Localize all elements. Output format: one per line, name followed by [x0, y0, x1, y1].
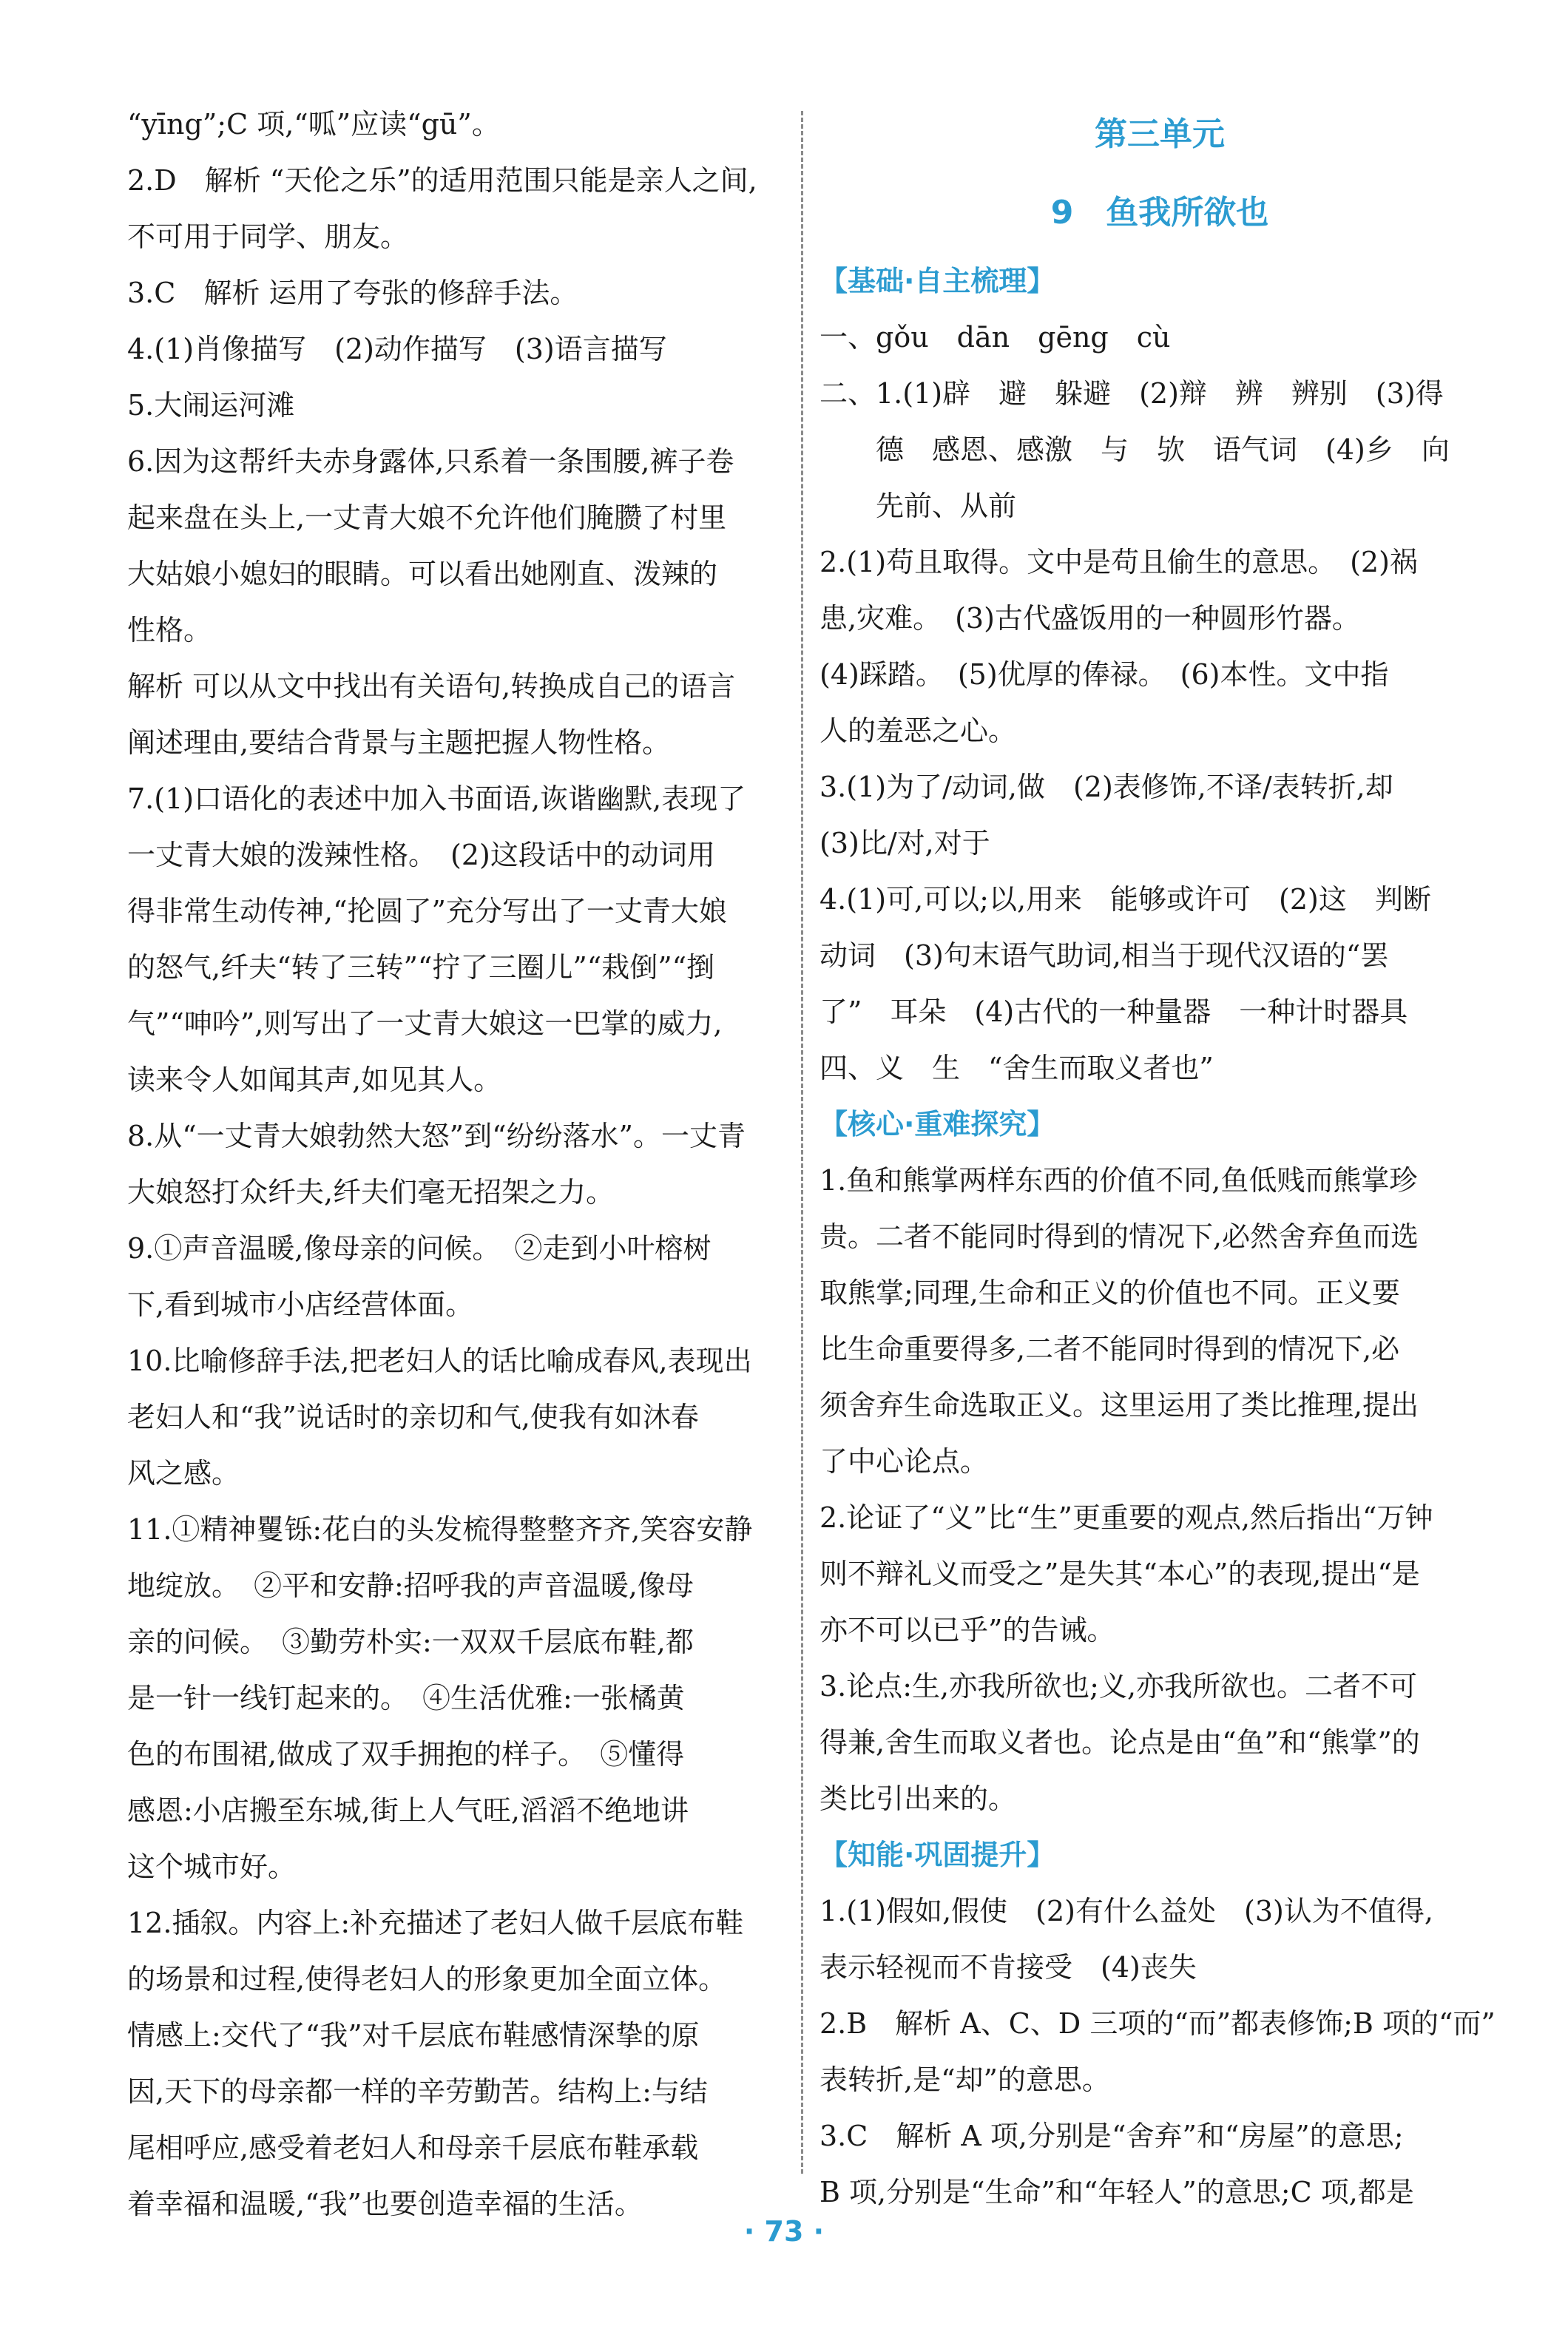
- answer-line: 尾相呼应,感受着老妇人和母亲千层底布鞋承载: [127, 2132, 699, 2164]
- answer-line: 解析 可以从文中找出有关语句,转换成自己的语言: [127, 670, 736, 703]
- answer-line: “yīng”;C 项,“呱”应读“gū”。: [127, 108, 500, 141]
- answer-line: 这个城市好。: [127, 1850, 297, 1883]
- answer-line: 是一针一线钉起来的。 ④生活优雅:一张橘黄: [127, 1682, 685, 1714]
- answer-line: 人的羞恶之心。: [820, 714, 1017, 747]
- answer-line: 不可用于同学、朋友。: [127, 220, 409, 253]
- answer-line: 4.(1)可,可以;以,用来 能够或许可 (2)这 判断: [820, 883, 1431, 916]
- answer-line: 6.因为这帮纤夫赤身露体,只系着一条围腰,裤子卷: [127, 445, 734, 478]
- answer-line: 9.①声音温暖,像母亲的问候。 ②走到小叶榕树: [127, 1232, 712, 1265]
- answer-line: 读来令人如闻其声,如见其人。: [127, 1064, 502, 1096]
- section-heading: 【基础·自主梳理】: [820, 265, 1055, 297]
- answer-sections: [820, 253, 1500, 2220]
- answer-line: 性格。: [127, 614, 212, 646]
- answer-line: 的怒气,纤夫“转了三转”“拧了三圈儿”“栽倒”“捯: [127, 951, 715, 984]
- answer-line: 感恩:小店搬至东城,街上人气旺,滔滔不绝地讲: [127, 1794, 689, 1827]
- answer-line: (3)比/对,对于: [820, 827, 990, 859]
- answer-line: 亦不可以已乎”的告诫。: [820, 1614, 1115, 1646]
- section-heading: 【核心·重难探究】: [820, 1108, 1055, 1140]
- answer-line: 取熊掌;同理,生命和正义的价值也不同。正义要: [820, 1277, 1400, 1309]
- answer-line: 阐述理由,要结合背景与主题把握人物性格。: [127, 726, 671, 759]
- lesson-title: 9 鱼我所欲也: [1050, 194, 1269, 231]
- answer-line: 4.(1)肖像描写 (2)动作描写 (3)语言描写: [127, 333, 667, 365]
- answer-line: 10.比喻修辞手法,把老妇人的话比喻成春风,表现出: [127, 1345, 752, 1377]
- answer-line: 四、义 生 “舍生而取义者也”: [820, 1052, 1214, 1084]
- answer-line: 3.C 解析 运用了夸张的修辞手法。: [127, 277, 578, 309]
- answer-line: 1.鱼和熊掌两样东西的价值不同,鱼低贱而熊掌珍: [820, 1164, 1418, 1197]
- answer-line: 老妇人和“我”说话时的亲切和气,使我有如沐春: [127, 1401, 699, 1433]
- left-column: [127, 96, 784, 2232]
- page-number: · 73 ·: [743, 2215, 825, 2248]
- answer-line: 了中心论点。: [820, 1445, 989, 1478]
- answer-line: B 项,分别是“生命”和“年轻人”的意思;C 项,都是: [820, 2176, 1414, 2208]
- answer-line: 5.大闹运河滩: [127, 389, 295, 422]
- answer-line: 2.论证了“义”比“生”更重要的观点,然后指出“万钟: [820, 1501, 1433, 1534]
- answer-line: 了” 耳朵 (4)古代的一种量器 一种计时器具: [820, 996, 1408, 1028]
- answer-line: 7.(1)口语化的表述中加入书面语,诙谐幽默,表现了: [127, 782, 746, 815]
- answer-line: 1.(1)假如,假使 (2)有什么益处 (3)认为不值得,: [820, 1895, 1433, 1927]
- answer-line: 表转折,是“却”的意思。: [820, 2063, 1110, 2096]
- answer-line: 3.C 解析 A 项,分别是“舍弃”和“房屋”的意思;: [820, 2120, 1404, 2152]
- answer-line: 地绽放。 ②平和安静:招呼我的声音温暖,像母: [127, 1569, 694, 1602]
- right-column: [820, 96, 1500, 2220]
- answer-line: 风之感。: [127, 1457, 240, 1490]
- answer-line: 着幸福和温暖,“我”也要创造幸福的生活。: [127, 2188, 643, 2220]
- answer-line: 2.B 解析 A、C、D 三项的“而”都表修饰;B 项的“而”: [820, 2007, 1496, 2040]
- answer-line: 8.从“一丈青大娘勃然大怒”到“纷纷落水”。一丈青: [127, 1120, 746, 1152]
- answer-line: 2.(1)苟且取得。文中是苟且偷生的意思。 (2)祸: [820, 546, 1418, 578]
- answer-line: 12.插叙。内容上:补充描述了老妇人做千层底布鞋: [127, 1907, 744, 1939]
- answer-line: 下,看到城市小店经营体面。: [127, 1288, 474, 1321]
- answer-line: 亲的问候。 ③勤劳朴实:一双双千层底布鞋,都: [127, 1626, 694, 1658]
- answer-line: 须舍弃生命选取正义。这里运用了类比推理,提出: [820, 1389, 1419, 1422]
- answer-line: 11.①精神矍铄:花白的头发梳得整整齐齐,笑容安静: [127, 1513, 753, 1546]
- answer-line: 二、1.(1)辟 避 躲避 (2)辩 辨 辨别 (3)得: [820, 377, 1444, 410]
- answer-line: 的场景和过程,使得老妇人的形象更加全面立体。: [127, 1963, 727, 1995]
- answer-line: 先前、从前: [820, 490, 1017, 522]
- answer-line: (4)踩踏。 (5)优厚的俸禄。 (6)本性。文中指: [820, 658, 1389, 691]
- answer-line: 色的布围裙,做成了双手拥抱的样子。 ⑤懂得: [127, 1738, 685, 1771]
- answer-line: 因,天下的母亲都一样的辛劳勤苦。结构上:与结: [127, 2075, 708, 2108]
- answer-line: 3.(1)为了/动词,做 (2)表修饰,不译/表转折,却: [820, 771, 1393, 803]
- answer-line: 大姑娘小媳妇的眼睛。可以看出她刚直、泼辣的: [127, 558, 718, 590]
- column-divider: [801, 111, 803, 2174]
- answer-line: 起来盘在头上,一丈青大娘不允许他们腌臜了村里: [127, 501, 727, 534]
- answer-line: 贵。二者不能同时得到的情况下,必然舍弃鱼而选: [820, 1220, 1419, 1253]
- answer-line: 2.D 解析 “天伦之乐”的适用范围只能是亲人之间,: [127, 164, 757, 197]
- answer-line: 表示轻视而不肯接受 (4)丧失: [820, 1951, 1197, 1984]
- answer-line: 动词 (3)句末语气助词,相当于现代汉语的“罢: [820, 939, 1389, 972]
- answer-line: 气”“呻吟”,则写出了一丈青大娘这一巴掌的威力,: [127, 1007, 723, 1040]
- section-heading: 【知能·巩固提升】: [820, 1839, 1055, 1871]
- answer-line: 3.论点:生,亦我所欲也;义,亦我所欲也。二者不可: [820, 1670, 1418, 1703]
- answer-line: 类比引出来的。: [820, 1782, 1017, 1815]
- answer-line: 大娘怒打众纤夫,纤夫们毫无招架之力。: [127, 1176, 615, 1209]
- answer-line: 比生命重要得多,二者不能同时得到的情况下,必: [820, 1333, 1400, 1365]
- answer-line: 得兼,舍生而取义者也。论点是由“鱼”和“熊掌”的: [820, 1726, 1420, 1759]
- unit-title: 第三单元: [1095, 115, 1225, 153]
- answer-line: 则不辩礼义而受之”是失其“本心”的表现,提出“是: [820, 1558, 1420, 1590]
- answer-line: 一、gǒu dān gēng cù: [820, 321, 1171, 354]
- page-number-value: 73: [764, 2215, 804, 2248]
- answer-line: 得非常生动传神,“抡圆了”充分写出了一丈青大娘: [127, 895, 727, 927]
- answer-line: 一丈青大娘的泼辣性格。 (2)这段话中的动词用: [127, 839, 715, 871]
- answer-line: 患,灾难。 (3)古代盛饭用的一种圆形竹器。: [820, 602, 1360, 635]
- answer-line: 情感上:交代了“我”对千层底布鞋感情深挚的原: [127, 2019, 700, 2052]
- answer-line: 德 感恩、感激 与 欤 语气词 (4)乡 向: [820, 433, 1450, 466]
